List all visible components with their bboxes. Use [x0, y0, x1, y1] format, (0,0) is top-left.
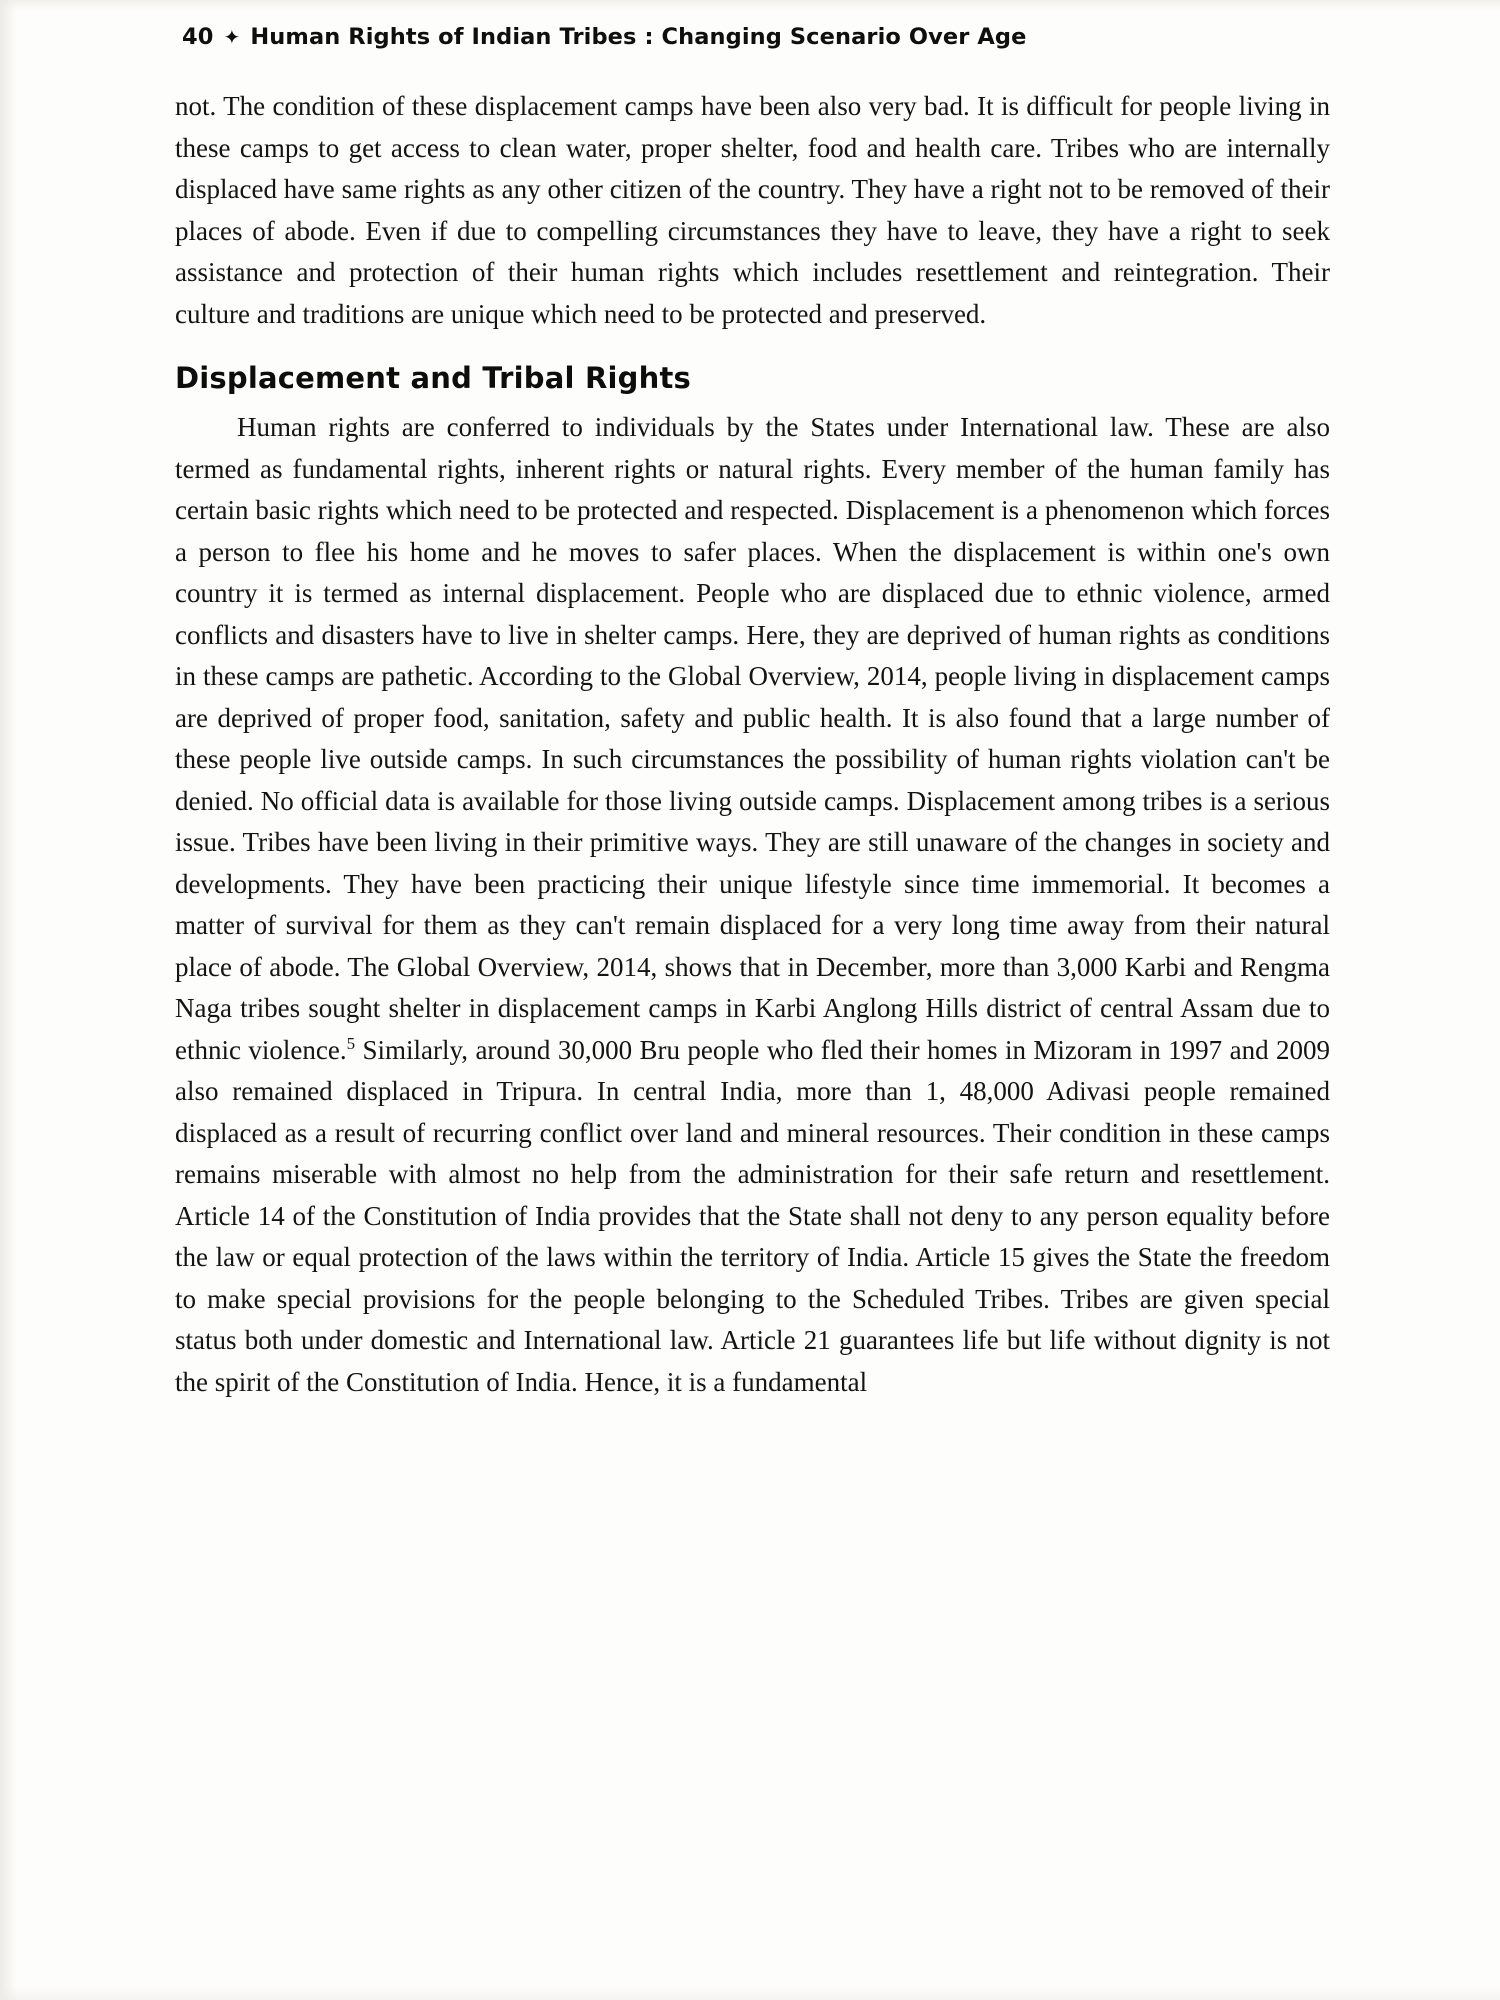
page-number: 40: [182, 24, 214, 50]
paragraph-continued: not. The condition of these displacement camps have been also very bad. It is difficult for people living in these camps to get access to clean water, proper shelter, food and health care. Tribes who are internally displaced have same rights as any other citizen of the country. They have a right not to be removed of their places of abode. Even if due to compelling circumstances they have to leave, they have a right to seek assistance and protection of their human rights which includes resettlement and reintegration. Their culture and traditions are unique which need to be protected and preserved.: [175, 91, 1330, 329]
section-paragraph: [175, 407, 1330, 1403]
footnote-reference: 5: [346, 1033, 356, 1053]
page-content: [175, 24, 1330, 1403]
section-paragraph-part1: Human rights are conferred to individuals by the States under International law. These are also termed as fundamental rights, inherent rights or natural rights. Every member of the human family has certain basic rights which need to be protected and respected. Displacement is a phenomenon which forces a person to flee his home and he moves to safer places. When the displacement is within one's own country it is termed as internal displacement. People who are displaced due to ethnic violence, armed conflicts and disasters have to live in shelter camps. Here, they are deprived of human rights as conditions in these camps are pathetic. According to the Global Overview, 2014, people living in displacement camps are deprived of proper food, sanitation, safety and public health. It is also found that a large number of these people live outside camps. In such circumstances the possibility of human rights violation can't be denied. No official data is available for those living outside camps. Displacement among tribes is a serious issue. Tribes have been living in their primitive ways. They are still unaware of the changes in society and developments. They have been practicing their unique lifestyle since time immemorial. It becomes a matter of survival for them as they can't remain displaced for a very long time away from their natural place of abode. The Global Overview, 2014, shows that in December, more than 3,000 Karbi and Rengma Naga tribes sought shelter in displacement camps in Karbi Anglong Hills district of central Assam due to ethnic violence.: [175, 412, 1330, 1065]
book-title: Human Rights of Indian Tribes : Changing Scenario Over Age: [250, 24, 1027, 50]
scan-edge-top: [0, 0, 1500, 10]
scan-edge-bottom: [0, 1986, 1500, 2000]
body-text: [175, 86, 1330, 1403]
ornament-icon: ✦: [223, 25, 241, 49]
scan-edge-left: [0, 0, 16, 2000]
running-head: [182, 24, 1330, 50]
section-heading: Displacement and Tribal Rights: [175, 361, 691, 395]
section-paragraph-part2: Similarly, around 30,000 Bru people who fled their homes in Mizoram in 1997 and 2009 also remained displaced in Tripura. In central India, more than 1, 48,000 Adivasi people remained displaced as a result of recurring conflict over land and mineral resources. Their condition in these camps remains miserable with almost no help from the administration for their safe return and resettlement. Article 14 of the Constitution of India provides that the State shall not deny to any person equality before the law or equal protection of the laws within the territory of India. Article 15 gives the State the freedom to make special provisions for the people belonging to the Scheduled Tribes. Tribes are given special status both under domestic and International law. Article 21 guarantees life but life without dignity is not the spirit of the Constitution of India. Hence, it is a fundamental: [175, 1034, 1330, 1397]
